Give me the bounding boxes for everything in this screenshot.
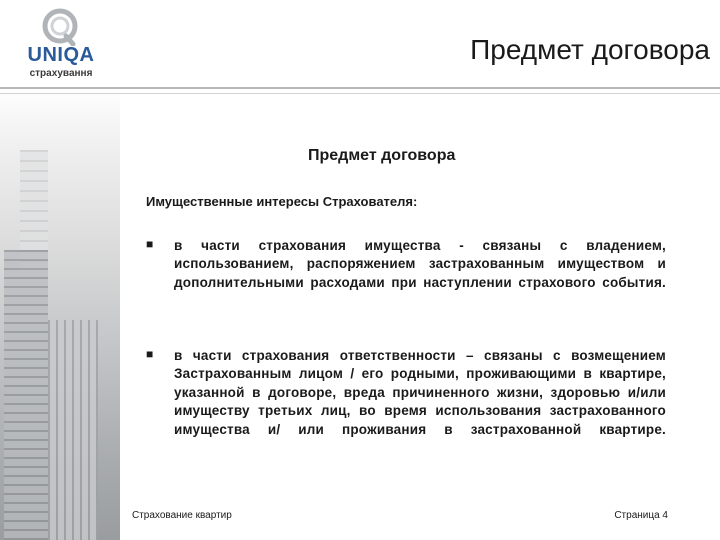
bullet-text: в части страхования имущества - связаны с владением, использованием, распоряжением застрахованным имуществом и дополнительными расходами при наступлении страхового события. <box>174 238 666 290</box>
bullet-text: в части страхования ответственности – связаны с возмещением Застрахованным лицом / его родными, проживающими в квартире, указанной в договоре, вреда причиненного жизни, здоровью и/или имуществу третьих лиц, во время использования застрахованного имущества и/ или проживания в застрахованной квартире. <box>174 348 666 437</box>
bullet-marker-icon: ■ <box>146 347 154 361</box>
logo-subtitle: страхування <box>29 68 93 79</box>
header-divider-secondary <box>0 93 720 94</box>
page-number: Страница 4 <box>614 510 668 521</box>
logo-brand: UNIQA <box>27 44 95 66</box>
content-subtitle: Имущественные интересы Страхователя: <box>146 194 418 209</box>
content-title: Предмет договора <box>308 147 456 164</box>
uniqa-logo <box>8 6 114 86</box>
footer-label: Страхование квартир <box>132 510 232 521</box>
header-divider <box>0 87 720 89</box>
bullet-item <box>146 347 666 439</box>
building-image <box>48 320 98 540</box>
uniqa-logo-icon <box>40 8 80 46</box>
building-image <box>4 250 48 540</box>
page-title: Предмет договора <box>470 34 710 65</box>
bullet-marker-icon: ■ <box>146 237 154 251</box>
bullet-item <box>146 237 666 292</box>
